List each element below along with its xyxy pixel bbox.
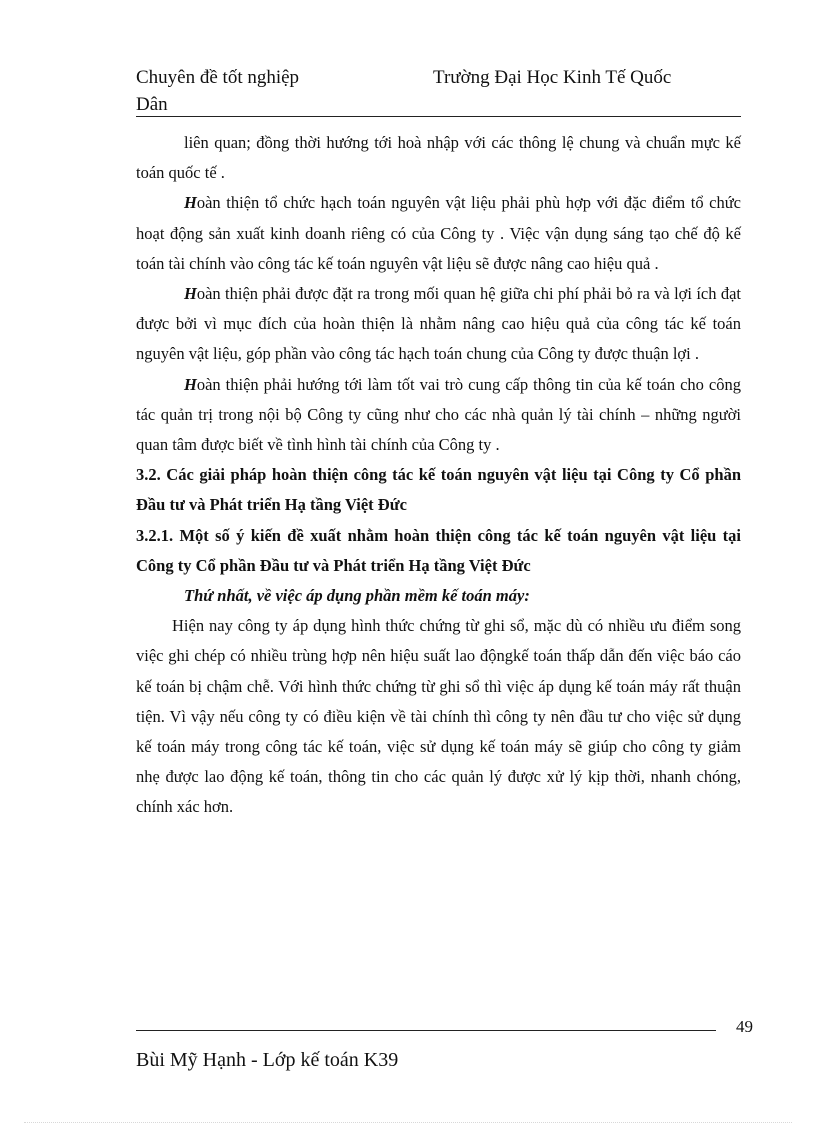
page-number: 49 (736, 1017, 753, 1036)
header-right: Trường Đại Học Kinh Tế Quốc (433, 67, 672, 88)
subsection-first-item: Thứ nhất, về việc áp dụng phần mềm kế toán máy: (184, 586, 530, 606)
paragraph-4-text: oàn thiện phải hướng tới làm tốt vai trò cung cấp thông tin của kế toán cho công tác quản trị trong nội bộ Công ty cũng như cho các nhà quản lý tài chính – những người quan tâm được biết về tình hình tài chính của Công ty . (136, 374, 741, 455)
footer-divider (136, 1030, 716, 1031)
paragraph-1: liên quan; đồng thời hướng tới hoà nhập với các thông lệ chung và chuẩn mực kế toán quốc tế . (136, 133, 741, 183)
header-divider (136, 116, 741, 117)
paragraph-3-initial: H (184, 284, 197, 304)
paragraph-4-initial: H (184, 374, 197, 394)
section-heading-3-2-1: 3.2.1. Một số ý kiến đề xuất nhằm hoàn thiện công tác kế toán nguyên vật liệu tại Công ty Cổ phần Đầu tư và Phát triển Hạ tầng Việt Đức (136, 525, 741, 575)
header-left: Chuyên đề tốt nghiệp (136, 67, 300, 88)
page-header (136, 64, 741, 118)
header-continuation: Dân (136, 94, 168, 115)
section-heading-3-2: 3.2. Các giải pháp hoàn thiện công tác kế toán nguyên vật liệu tại Công ty Cổ phần Đầu tư và Phát triển Hạ tầng Việt Đức (136, 465, 741, 515)
paragraph-2-text: oàn thiện tổ chức hạch toán nguyên vật liệu phải phù hợp với đặc điểm tổ chức hoạt động sản xuất kinh doanh riêng có của Công ty . Việc vận dụng sáng tạo chế độ kế toán tài chính vào công tác kế toán nguyên vật liệu sẽ được nâng cao hiệu quả . (136, 193, 741, 273)
page-body (136, 128, 741, 823)
paragraph-2 (136, 188, 741, 279)
paragraph-3 (136, 279, 741, 370)
paragraph-4 (136, 370, 741, 461)
page-footer: Bùi Mỹ Hạnh - Lớp kế toán K39 (136, 1049, 399, 1071)
paragraph-3-text: oàn thiện phải được đặt ra trong mối quan hệ giữa chi phí phải bỏ ra và lợi ích đạt được bởi vì mục đích của hoàn thiện là nhằm nâng cao hiệu quả của công tác kế toán nguyên vật liệu, góp phần vào công tác hạch toán chung của Công ty được thuận lợi . (136, 284, 741, 364)
paragraph-2-initial: H (184, 193, 197, 213)
paragraph-5: Hiện nay công ty áp dụng hình thức chứng từ ghi sổ, mặc dù có nhiều ưu điểm song việc ghi chép có nhiều trùng hợp nên hiệu suất lao độngkế toán thấp dẫn đến việc báo cáo kế toán bị chậm chễ. Với hình thức chứng từ ghi sổ thì việc áp dụng kế toán máy rất thuận tiện. Vì vậy nếu công ty có điều kiện về tài chính thì công ty nên đầu tư cho việc sử dụng kế toán máy trong công tác kế toán, việc sử dụng kế toán máy sẽ giúp cho công ty giảm nhẹ được lao động kế toán, thông tin cho các quản lý được xử lý kịp thời, nhanh chóng, chính xác hơn. (136, 616, 741, 817)
